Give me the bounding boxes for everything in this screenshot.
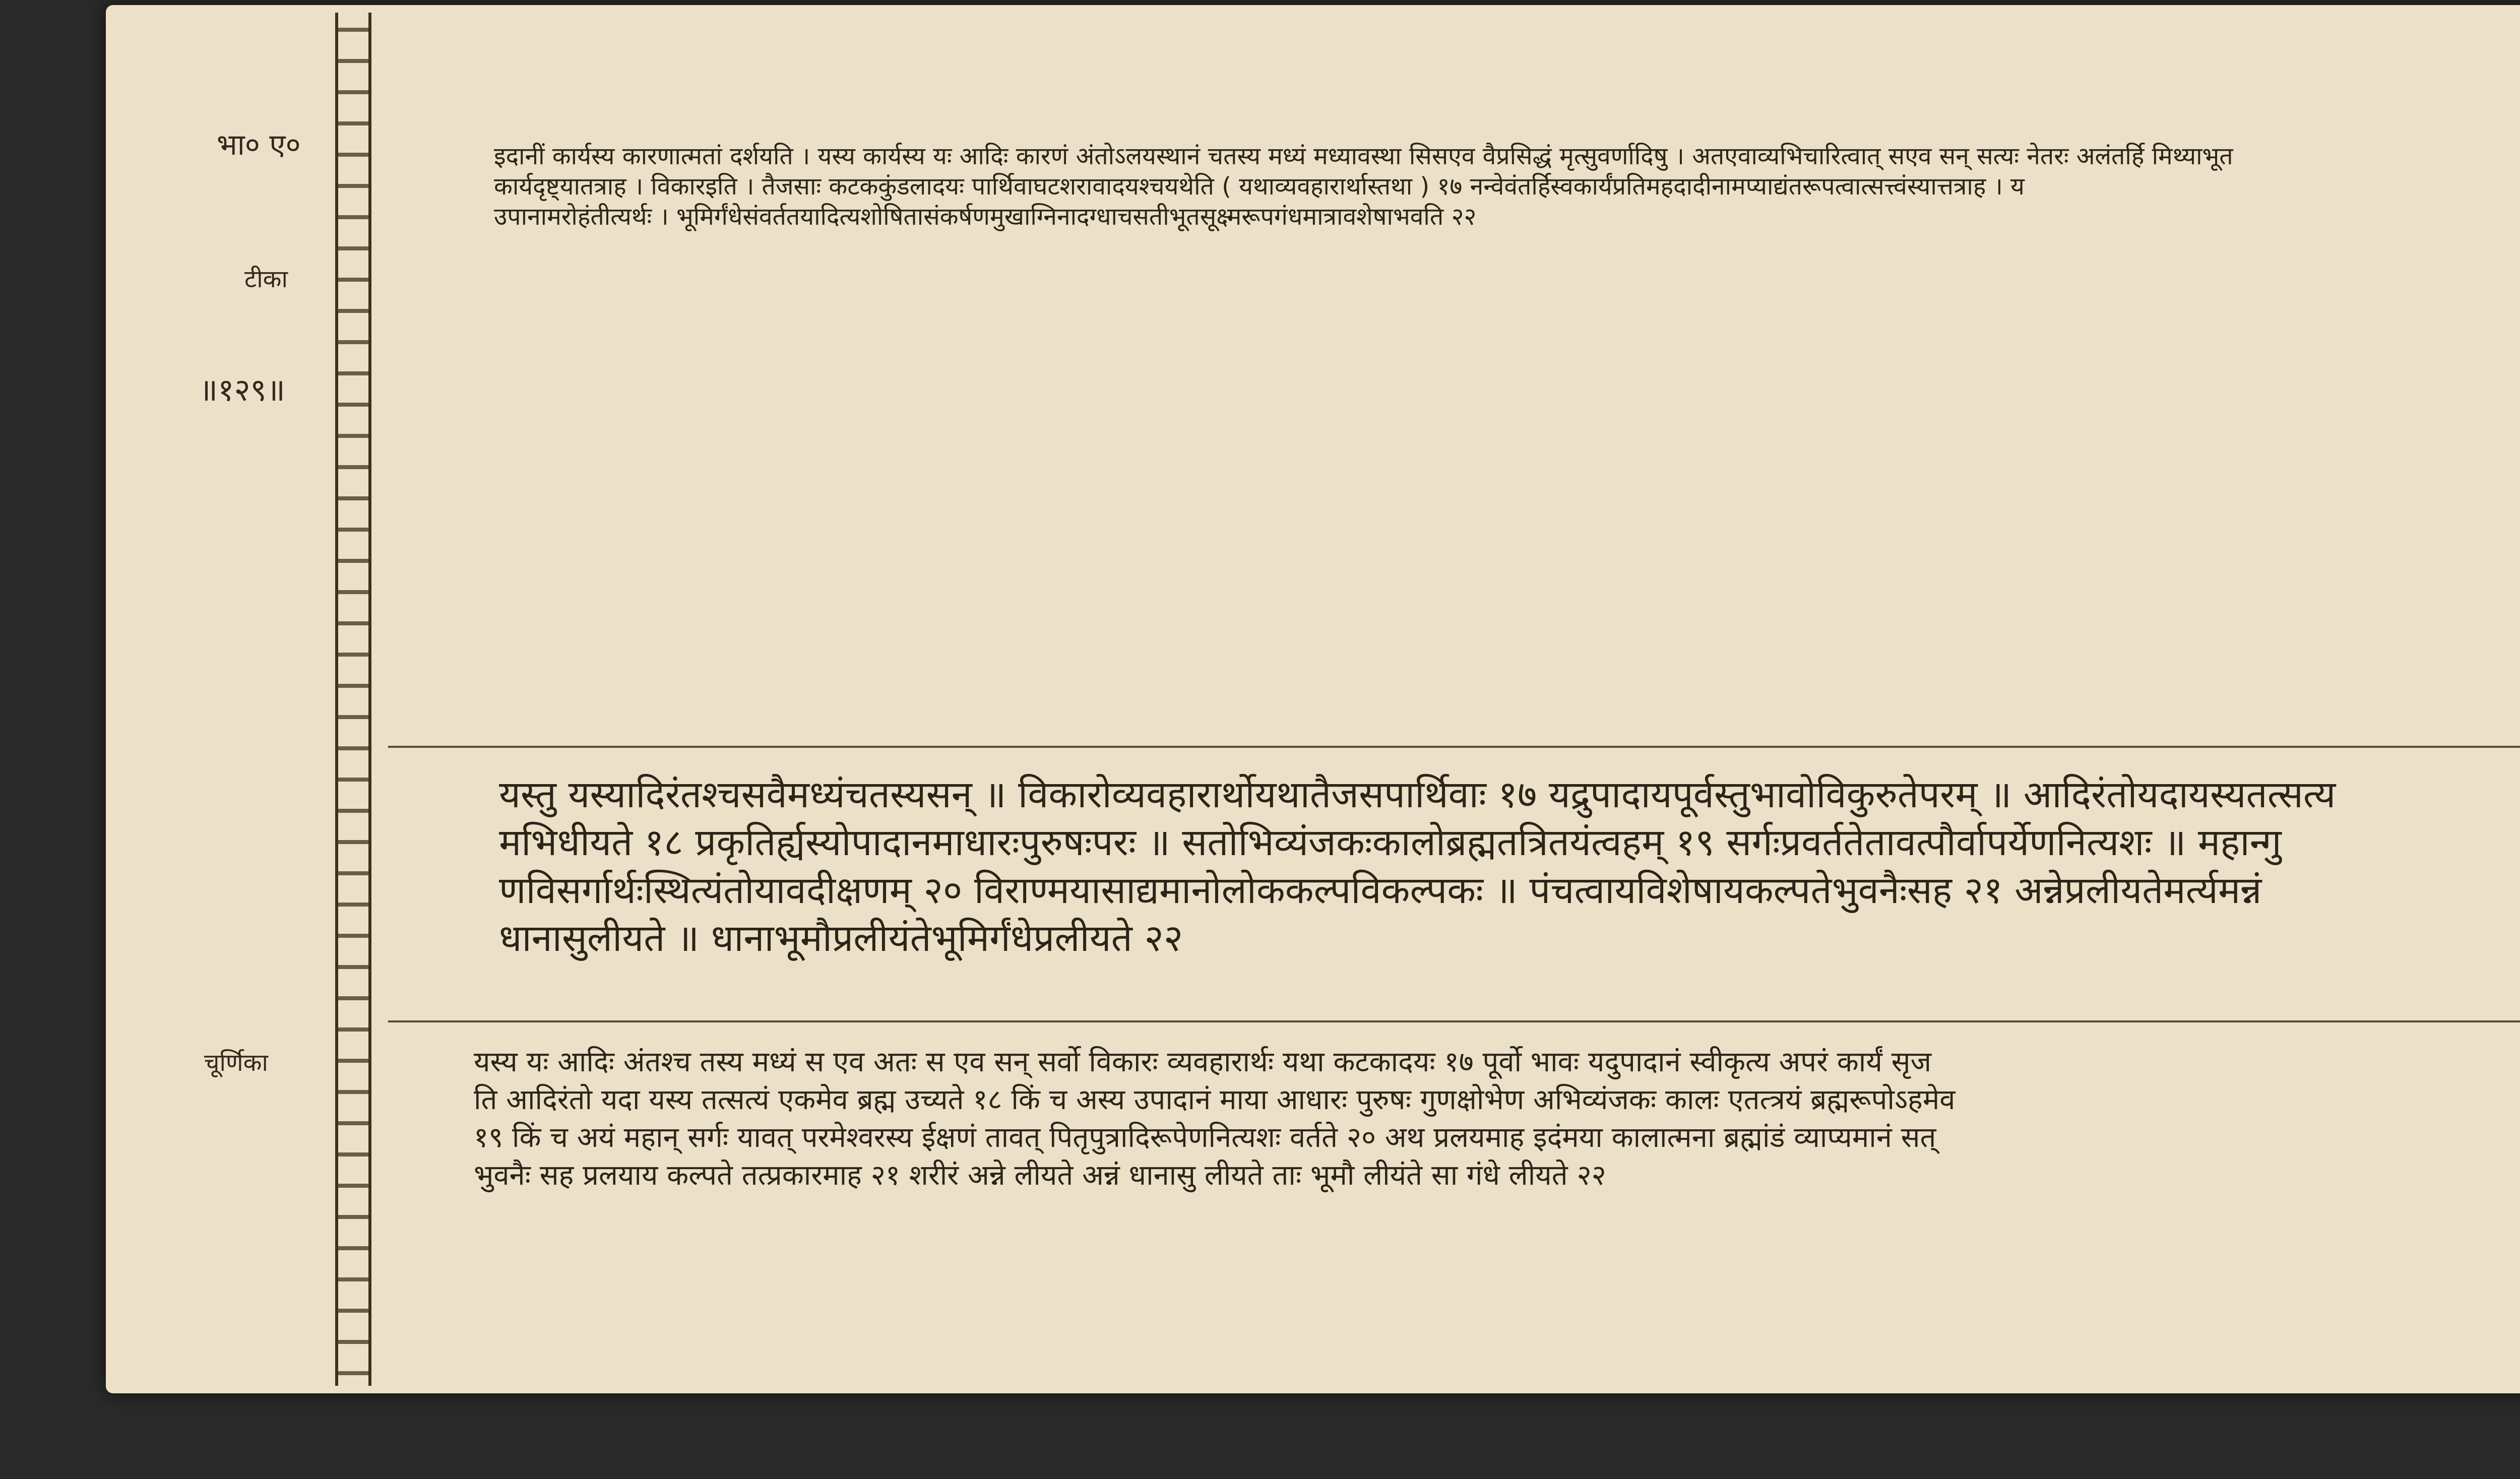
tika-commentary-block xyxy=(494,141,2520,711)
left-folio-number: ॥१२९॥ xyxy=(199,371,285,408)
churnika-line: भुवनैः सह प्रलयाय कल्पते तत्प्रकारमाह २१ शरीरं अन्ने लीयते अन्नं धानासु लीयते ताः भूमौ लीयंते सा गंधे लीयते २२ xyxy=(474,1159,1606,1192)
verse-line: यस्तु यस्यादिरंतश्चसवैमध्यंचतस्यसन् ॥ विकारोव्यवहारार्थोयथातैजसपार्थिवाः १७ यद्रुपादायपूर्वस्तुभावोविकुरुतेपरम् ॥ आदिरंतोयदायस्यतत्सत्य xyxy=(499,773,2336,816)
commentary-line: उपानामरोहंतीत्यर्थः । भूमिर्गंधेसंवर्ततयादित्यशोषितासंकर्षणमुखाग्निनादग्धाचसतीभूतसूक्ष्मरूपगंधमात्रावशेषाभवति २२ xyxy=(494,203,1477,231)
churnika-line: १९ किं च अयं महान् सर्गः यावत् परमेश्वरस्य ईक्षणं तावत् पितृपुत्रादिरूपेणनित्यशः वर्तते २० अथ प्रलयमाह इदंमया कालात्मना ब्रह्मांडं व्याप्यमानं सत् xyxy=(474,1121,1936,1154)
commentary-line: कार्यदृष्ट्यातत्राह । विकारइति । तैजसाः कटककुंडलादयः पार्थिवाघटशरावादयश्चयथेति ( यथाव्यवहारार्थास्तथा ) १७ नन्वेवंतर्हिस्वकार्यंप्रतिमहदादीनामप्याद्यंतरूपत्वात्सत्त्वंस्यात्तत्राह । य xyxy=(494,172,2025,201)
commentary-line: इदानीं कार्यस्य कारणात्मतां दर्शयति । यस्य कार्यस्य यः आदिः कारणं अंतोऽलयस्थानं चतस्य मध्यं मध्यावस्था सिसएव वैप्रसिद्धं मृत्सुवर्णादिषु । अतएवाव्यभिचारित्वात् सएव सन् सत्यः नेतरः अलंतर्हि मिथ्याभूत xyxy=(494,142,2233,170)
section-divider xyxy=(388,746,2520,748)
manuscript-folio xyxy=(106,5,2520,1393)
churnika-line: यस्य यः आदिः अंतश्च तस्य मध्यं स एव अतः स एव सन् सर्वो विकारः व्यवहारार्थः यथा कटकादयः १७ पूर्वो भावः यदुपादानं स्वीकृत्य अपरं कार्यं सृज xyxy=(474,1046,1932,1078)
mula-verse-block xyxy=(499,771,2520,993)
verse-line: मभिधीयते १८ प्रकृतिर्ह्यस्योपादानमाधारःपुरुषःपरः ॥ सतोभिव्यंजकःकालोब्रह्मतत्रितयंत्वहम् १९ सर्गःप्रवर्ततेतावत्पौर्वापर्येणनित्यशः ॥ महान्गु xyxy=(499,821,2282,864)
verse-line: धानासुलीयते ॥ धानाभूमौप्रलीयंतेभूमिर्गंधेप्रलीयते २२ xyxy=(499,917,1183,960)
churnika-block xyxy=(474,1043,2520,1265)
churnika-line: ति आदिरंतो यदा यस्य तत्सत्यं एकमेव ब्रह्म उच्यते १८ किं च अस्य उपादानं माया आधारः पुरुषः गुणक्षोभेण अभिव्यंजकः कालः एतत्त्रयं ब्रह्मरूपोऽहमेव xyxy=(474,1083,1956,1116)
left-margin-header: भा० ए० xyxy=(217,127,301,162)
verse-line: णविसर्गार्थःस्थित्यंतोयावदीक्षणम् २० विराण्मयासाद्यमानोलोककल्पविकल्पकः ॥ पंचत्वायविशेषायकल्पतेभुवनैःसह २१ अन्नेप्रलीयतेमर्त्यमन्नं xyxy=(499,869,2262,912)
section-divider xyxy=(388,1020,2520,1022)
churnika-label: चूर्णिका xyxy=(204,1049,268,1077)
tika-label: टीका xyxy=(244,265,288,293)
left-ornamental-border xyxy=(335,13,371,1386)
